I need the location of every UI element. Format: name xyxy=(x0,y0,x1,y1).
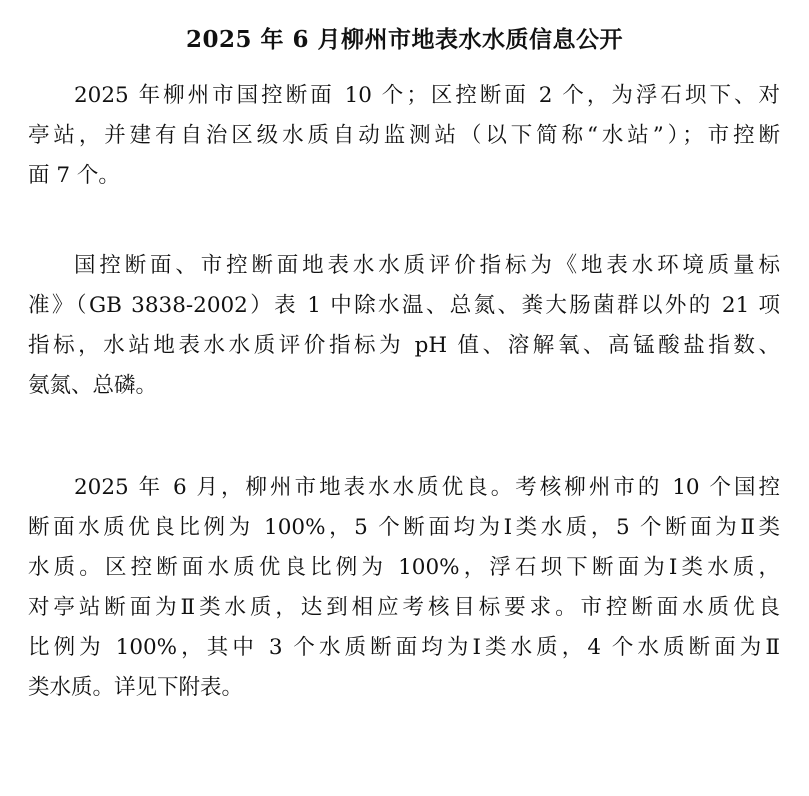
document-title: 2025 年 6 月柳州市地表水水质信息公开 xyxy=(185,26,624,53)
paragraph-line: 断面水质优良比例为 100%，5 个断面均为Ⅰ类水质，5 个断面为Ⅱ类 xyxy=(28,515,780,540)
paragraph-line: 亭站，并建有自治区级水质自动监测站（以下简称“水站”）；市控断 xyxy=(28,123,780,148)
paragraph-line: 2025 年柳州市国控断面 10 个；区控断面 2 个，为浮石坝下、对 xyxy=(74,83,780,108)
paragraph-line: 面 7 个。 xyxy=(28,163,120,188)
paragraph-line: 氨氮、总磷。 xyxy=(28,373,158,398)
paragraph-line: 比例为 100%，其中 3 个水质断面均为Ⅰ类水质，4 个水质断面为Ⅱ xyxy=(28,635,780,660)
paragraph-line: 类水质。详见下附表。 xyxy=(28,675,244,700)
paragraph-line: 2025 年 6 月，柳州市地表水水质优良。考核柳州市的 10 个国控 xyxy=(74,475,780,500)
paragraph-evaluation-indicators xyxy=(28,246,780,406)
paragraph-june-results xyxy=(28,468,780,708)
paragraph-line: 对亭站断面为Ⅱ类水质，达到相应考核目标要求。市控断面水质优良 xyxy=(28,595,780,620)
paragraph-line: 指标，水站地表水水质评价指标为 pH 值、溶解氧、高锰酸盐指数、 xyxy=(28,333,780,358)
paragraph-monitoring-sections xyxy=(28,76,780,196)
paragraph-line: 国控断面、市控断面地表水水质评价指标为《地表水环境质量标 xyxy=(74,253,780,278)
paragraph-line: 准》（GB 3838-2002）表 1 中除水温、总氮、粪大肠菌群以外的 21 项 xyxy=(28,293,780,318)
paragraph-line: 水质。区控断面水质优良比例为 100%，浮石坝下断面为Ⅰ类水质， xyxy=(28,555,780,580)
